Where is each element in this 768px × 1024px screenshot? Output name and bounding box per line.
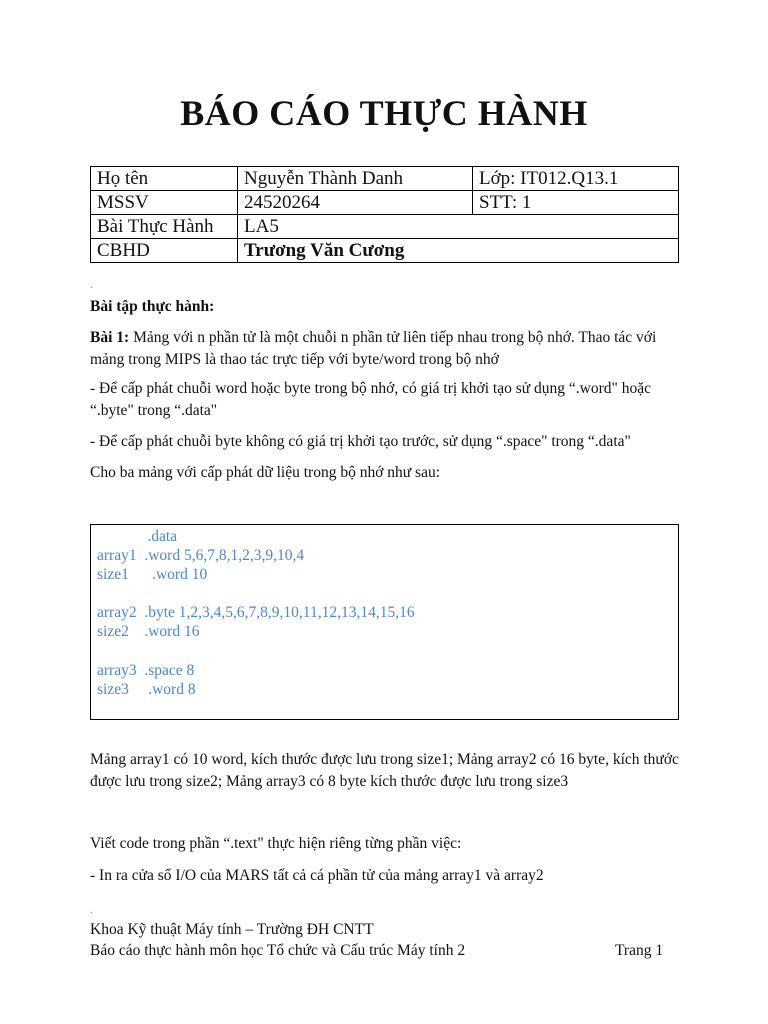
table-cell: CBHD [91, 239, 238, 263]
arrays-intro: Cho ba mảng với cấp phát dữ liệu trong bộ nhớ như sau: [90, 464, 441, 481]
table-cell: Họ tên [91, 167, 238, 191]
exercise-1-paragraph [90, 327, 680, 371]
table-cell: 24520264 [238, 191, 473, 215]
task-intro: Viết code trong phần “.text" thực hiện riêng từng phần việc: [90, 835, 462, 852]
code-line: array1 .word 5,6,7,8,1,2,3,9,10,4 [97, 547, 305, 564]
arrays-description: Mảng array1 có 10 word, kích thước được lưu trong size1; Mảng array2 có 16 byte, kích thước được lưu trong size2; Mảng array3 có 8 byte kích thước được lưu trong size3 [90, 751, 679, 790]
code-box [90, 524, 679, 720]
bullet-paragraph: - Để cấp phát chuỗi byte không có giá trị khởi tạo trước, sử dụng “.space" trong “.data" [90, 433, 631, 450]
page-number: Trang 1 [615, 942, 664, 959]
table-cell: LA5 [238, 215, 679, 239]
exercise-text: Mảng với n phần tử là một chuỗi n phần tử liên tiếp nhau trong bộ nhớ. Thao tác với mảng trong MIPS là thao tác trực tiếp với byte/word trong bộ nhớ [90, 329, 657, 368]
table-cell: Bài Thực Hành [91, 215, 238, 239]
section-heading: Bài tập thực hành: [90, 298, 215, 315]
bullet-paragraph: - Để cấp phát chuỗi word hoặc byte trong bộ nhớ, có giá trị khởi tạo sử dụng “.word" hoặc “.byte" trong “.data" [90, 380, 651, 419]
table-row [91, 191, 679, 215]
report-title: BÁO CÁO THỰC HÀNH [180, 93, 588, 133]
table-cell: STT: 1 [473, 191, 679, 215]
code-line: array2 .byte 1,2,3,4,5,6,7,8,9,10,11,12,13,14,15,16 [97, 604, 415, 621]
code-line: size3 .word 8 [97, 681, 196, 698]
code-line: size1 .word 10 [97, 566, 208, 583]
table-cell: Lớp: IT012.Q13.1 [473, 167, 679, 191]
footer-department: Khoa Kỹ thuật Máy tính – Trường ĐH CNTT [90, 921, 374, 938]
table-row [91, 215, 679, 239]
table-cell: Trương Văn Cương [238, 239, 679, 263]
paragraph-mark: . [90, 280, 93, 291]
table-row [91, 167, 679, 191]
code-line: size2 .word 16 [97, 623, 200, 640]
code-line: array3 .space 8 [97, 662, 195, 679]
footer-course: Báo cáo thực hành môn học Tổ chức và Cấu trúc Máy tính 2 [90, 942, 466, 959]
table-row [91, 239, 679, 263]
code-line: .data [97, 528, 178, 545]
student-info-table [90, 166, 679, 263]
table-cell: Nguyễn Thành Danh [238, 167, 473, 191]
task-item: - In ra cửa sổ I/O của MARS tất cả cá phần tử của mảng array1 và array2 [90, 867, 544, 884]
table-cell: MSSV [91, 191, 238, 215]
exercise-label: Bài 1: [90, 329, 130, 346]
paragraph-mark: . [90, 905, 93, 916]
